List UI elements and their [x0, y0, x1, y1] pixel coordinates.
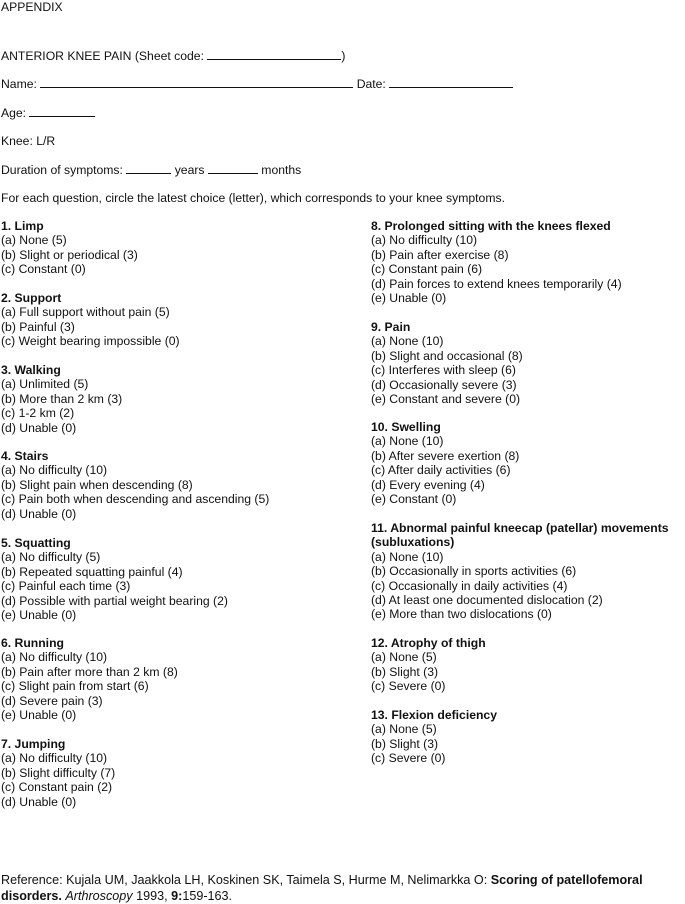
date-label: Date:	[356, 77, 386, 91]
answer-option[interactable]: (d) Pain forces to extend knees temporarily (4)	[371, 276, 622, 291]
answer-option[interactable]: (b) Repeated squatting painful (4)	[1, 564, 183, 579]
answer-option[interactable]: (b) More than 2 km (3)	[1, 391, 123, 406]
answer-option[interactable]: (a) No difficulty (10)	[1, 650, 108, 665]
question-title: 3. Walking	[1, 363, 61, 377]
months-label: months	[261, 163, 302, 177]
answer-option[interactable]: (c) Constant pain (2)	[1, 780, 113, 795]
reference-pages: 159-163.	[182, 888, 233, 903]
age-field[interactable]	[29, 105, 95, 117]
question-8	[371, 219, 622, 305]
reference-authors: Reference: Kujala UM, Jaakkola LH, Koskinen SK, Taimela S, Hurme M, Nelimarkka O:	[1, 873, 491, 887]
question-title: 1. Limp	[1, 219, 44, 233]
answer-option[interactable]: (e) Constant (0)	[371, 492, 457, 507]
question-title: 2. Support	[1, 291, 62, 305]
question-title: 8. Prolonged sitting with the knees flexed	[371, 219, 611, 233]
answer-option[interactable]: (a) None (5)	[371, 722, 437, 737]
answer-option[interactable]: (a) No difficulty (10)	[1, 751, 108, 766]
question-7	[1, 737, 115, 809]
answer-option[interactable]: (b) Occasionally in sports activities (6)	[371, 564, 577, 579]
question-9	[371, 320, 523, 406]
answer-option[interactable]: (b) Slight pain when descending (8)	[1, 477, 193, 492]
answer-option[interactable]: (a) None (10)	[371, 334, 444, 349]
instruction: For each question, circle the latest choice (letter), which corresponds to your knee symptoms.	[1, 191, 505, 205]
reference-title: Scoring of patellofemoral disorders.	[1, 873, 643, 903]
answer-option[interactable]: (b) Pain after more than 2 km (8)	[1, 664, 178, 679]
answer-option[interactable]: (d) Unable (0)	[1, 506, 77, 521]
answer-option[interactable]: (b) Pain after exercise (8)	[371, 247, 509, 262]
duration-label: Duration of symptoms:	[1, 163, 123, 177]
knee-side: Knee: L/R	[1, 134, 56, 148]
answer-option[interactable]: (e) Unable (0)	[371, 291, 447, 306]
answer-option[interactable]: (b) Slight (3)	[371, 736, 439, 751]
answer-option[interactable]: (c) 1-2 km (2)	[1, 406, 75, 421]
question-title: 4. Stairs	[1, 449, 49, 463]
appendix-title: APPENDIX	[1, 0, 63, 14]
answer-option[interactable]: (c) Painful each time (3)	[1, 579, 131, 594]
answer-option[interactable]: (b) Slight or periodical (3)	[1, 247, 138, 262]
question-title: 13. Flexion deficiency	[371, 708, 497, 722]
answer-option[interactable]: (a) No difficulty (5)	[1, 550, 101, 565]
age-row	[1, 105, 95, 120]
answer-option[interactable]: (d) Unable (0)	[1, 420, 77, 435]
date-field[interactable]	[389, 76, 513, 88]
years-label: years	[174, 163, 205, 177]
question-2	[1, 291, 180, 349]
question-3	[1, 363, 122, 435]
question-4	[1, 449, 269, 521]
name-label: Name:	[1, 77, 37, 91]
answer-option[interactable]: (b) After severe exertion (8)	[371, 448, 520, 463]
reference-journal: Arthroscopy	[65, 888, 133, 903]
question-12	[371, 636, 486, 694]
question-title: 7. Jumping	[1, 737, 66, 751]
reference	[1, 873, 681, 904]
answer-option[interactable]: (d) Severe pain (3)	[1, 693, 103, 708]
answer-option[interactable]: (c) Constant pain (6)	[371, 262, 483, 277]
years-field[interactable]	[126, 162, 171, 174]
answer-option[interactable]: (a) None (5)	[1, 233, 67, 248]
question-1	[1, 219, 138, 277]
answer-option[interactable]: (e) Unable (0)	[1, 608, 77, 623]
question-title: 12. Atrophy of thigh	[371, 636, 486, 650]
answer-option[interactable]: (a) None (10)	[371, 434, 444, 449]
name-row	[1, 76, 513, 91]
question-title: 5. Squatting	[1, 536, 71, 550]
answer-option[interactable]: (c) Severe (0)	[371, 679, 446, 694]
months-field[interactable]	[208, 162, 258, 174]
answer-option[interactable]: (b) Painful (3)	[1, 319, 75, 334]
answer-option[interactable]: (a) No difficulty (10)	[371, 233, 478, 248]
question-11	[371, 521, 669, 622]
question-title-continued: (subluxations)	[371, 535, 455, 550]
answer-option[interactable]: (c) Occasionally in daily activities (4)	[371, 578, 568, 593]
answer-option[interactable]: (c) Constant (0)	[1, 262, 86, 277]
question-6	[1, 636, 178, 722]
answer-option[interactable]: (d) Every evening (4)	[371, 477, 485, 492]
reference-volume: 9:	[171, 888, 183, 903]
answer-option[interactable]: (a) Unlimited (5)	[1, 377, 89, 392]
answer-option[interactable]: (c) Weight bearing impossible (0)	[1, 334, 180, 349]
question-13	[371, 708, 497, 766]
answer-option[interactable]: (e) Unable (0)	[1, 708, 77, 723]
question-title: 6. Running	[1, 636, 64, 650]
answer-option[interactable]: (d) Occasionally severe (3)	[371, 377, 517, 392]
question-title: 11. Abnormal painful kneecap (patellar) movements	[371, 521, 669, 535]
answer-option[interactable]: (c) Severe (0)	[371, 751, 446, 766]
name-field[interactable]	[40, 76, 353, 88]
answer-option[interactable]: (a) None (10)	[371, 549, 444, 564]
sheet-code-field[interactable]	[207, 48, 341, 60]
answer-option[interactable]: (b) Slight difficulty (7)	[1, 765, 116, 780]
answer-option[interactable]: (b) Slight and occasional (8)	[371, 348, 523, 363]
answer-option[interactable]: (c) Interferes with sleep (6)	[371, 363, 516, 378]
form-title-prefix: ANTERIOR KNEE PAIN (Sheet code:	[1, 49, 208, 63]
answer-option[interactable]: (c) Slight pain from start (6)	[1, 679, 149, 694]
answer-option[interactable]: (d) Possible with partial weight bearing (2)	[1, 593, 228, 608]
age-label: Age:	[1, 106, 27, 120]
answer-option[interactable]: (e) More than two dislocations (0)	[371, 607, 552, 622]
reference-year: 1993,	[132, 888, 172, 903]
answer-option[interactable]: (d) At least one documented dislocation (2)	[371, 593, 603, 608]
answer-option[interactable]: (b) Slight (3)	[371, 664, 439, 679]
answer-option[interactable]: (a) No difficulty (10)	[1, 463, 108, 478]
duration-row	[1, 162, 301, 177]
answer-option[interactable]: (a) None (5)	[371, 650, 437, 665]
answer-option[interactable]: (c) After daily activities (6)	[371, 463, 511, 478]
question-title: 10. Swelling	[371, 420, 441, 434]
answer-option[interactable]: (c) Pain both when descending and ascending (5)	[1, 492, 270, 507]
answer-option[interactable]: (a) Full support without pain (5)	[1, 305, 170, 320]
question-5	[1, 536, 228, 622]
question-10	[371, 420, 519, 506]
question-title: 9. Pain	[371, 320, 411, 334]
answer-option[interactable]: (d) Unable (0)	[1, 794, 77, 809]
answer-option[interactable]: (e) Constant and severe (0)	[371, 392, 521, 407]
form-title-suffix: )	[341, 49, 346, 63]
form-title	[1, 48, 345, 63]
